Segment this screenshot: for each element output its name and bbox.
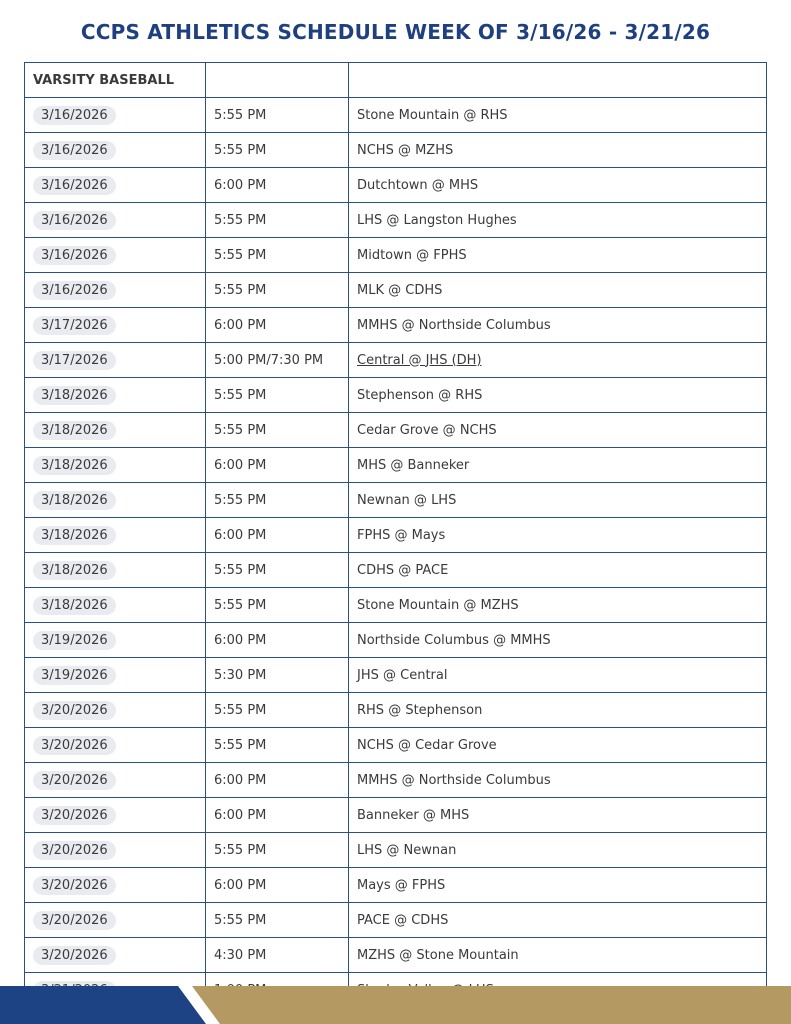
table-row xyxy=(25,133,767,168)
date-cell xyxy=(25,903,206,938)
table-row xyxy=(25,448,767,483)
date-badge: 3/19/2026 xyxy=(33,666,116,685)
time-cell: 5:55 PM xyxy=(206,728,349,763)
date-cell xyxy=(25,343,206,378)
date-badge: 3/16/2026 xyxy=(33,176,116,195)
date-badge: 3/19/2026 xyxy=(33,631,116,650)
matchup-cell xyxy=(349,693,767,728)
table-row xyxy=(25,798,767,833)
matchup-text: NCHS @ Cedar Grove xyxy=(357,737,497,753)
matchup-cell xyxy=(349,833,767,868)
date-cell xyxy=(25,798,206,833)
time-cell: 5:55 PM xyxy=(206,833,349,868)
matchup-cell xyxy=(349,203,767,238)
date-badge: 3/20/2026 xyxy=(33,946,116,965)
matchup-cell xyxy=(349,588,767,623)
table-row xyxy=(25,238,767,273)
table-row xyxy=(25,728,767,763)
time-cell: 5:55 PM xyxy=(206,133,349,168)
table-row xyxy=(25,378,767,413)
time-cell: 6:00 PM xyxy=(206,448,349,483)
time-cell: 6:00 PM xyxy=(206,518,349,553)
matchup-cell xyxy=(349,98,767,133)
time-cell: 5:55 PM xyxy=(206,693,349,728)
date-cell xyxy=(25,588,206,623)
time-cell: 6:00 PM xyxy=(206,623,349,658)
matchup-cell xyxy=(349,168,767,203)
date-cell xyxy=(25,273,206,308)
date-badge: 3/16/2026 xyxy=(33,246,116,265)
date-badge: 3/18/2026 xyxy=(33,561,116,580)
table-row xyxy=(25,483,767,518)
time-cell: 5:55 PM xyxy=(206,903,349,938)
matchup-text: Banneker @ MHS xyxy=(357,807,470,823)
matchup-text: RHS @ Stephenson xyxy=(357,702,483,718)
time-cell: 5:55 PM xyxy=(206,378,349,413)
table-row xyxy=(25,553,767,588)
time-cell: 5:55 PM xyxy=(206,588,349,623)
table-row xyxy=(25,658,767,693)
matchup-link[interactable]: Central @ JHS (DH) xyxy=(357,352,482,368)
date-cell xyxy=(25,133,206,168)
date-cell xyxy=(25,448,206,483)
matchup-cell xyxy=(349,763,767,798)
date-badge: 3/20/2026 xyxy=(33,911,116,930)
date-cell xyxy=(25,763,206,798)
matchup-text: MMHS @ Northside Columbus xyxy=(357,317,551,333)
date-badge: 3/20/2026 xyxy=(33,771,116,790)
date-badge: 3/18/2026 xyxy=(33,596,116,615)
table-row xyxy=(25,98,767,133)
date-badge: 3/20/2026 xyxy=(33,736,116,755)
date-badge: 3/20/2026 xyxy=(33,701,116,720)
date-badge: 3/20/2026 xyxy=(33,876,116,895)
date-badge: 3/16/2026 xyxy=(33,106,116,125)
matchup-text: LHS @ Newnan xyxy=(357,842,457,858)
date-cell xyxy=(25,483,206,518)
matchup-cell xyxy=(349,938,767,973)
matchup-cell xyxy=(349,378,767,413)
matchup-text: Dutchtown @ MHS xyxy=(357,177,479,193)
time-cell: 5:55 PM xyxy=(206,273,349,308)
matchup-cell xyxy=(349,413,767,448)
date-cell xyxy=(25,938,206,973)
date-badge: 3/16/2026 xyxy=(33,141,116,160)
table-row xyxy=(25,763,767,798)
matchup-cell xyxy=(349,308,767,343)
table-row xyxy=(25,168,767,203)
footer-navy-band xyxy=(0,986,210,1024)
matchup-text: MMHS @ Northside Columbus xyxy=(357,772,551,788)
header-blank-3 xyxy=(349,63,767,98)
matchup-cell xyxy=(349,868,767,903)
time-cell: 6:00 PM xyxy=(206,308,349,343)
matchup-cell xyxy=(349,238,767,273)
matchup-cell xyxy=(349,483,767,518)
date-cell xyxy=(25,308,206,343)
matchup-text: MHS @ Banneker xyxy=(357,457,470,473)
table-row xyxy=(25,868,767,903)
date-badge: 3/20/2026 xyxy=(33,806,116,825)
table-row xyxy=(25,588,767,623)
table-row xyxy=(25,343,767,378)
table-row xyxy=(25,273,767,308)
date-cell xyxy=(25,378,206,413)
time-cell: 4:30 PM xyxy=(206,938,349,973)
matchup-text: Mays @ FPHS xyxy=(357,877,446,893)
time-cell: 6:00 PM xyxy=(206,798,349,833)
matchup-text: MZHS @ Stone Mountain xyxy=(357,947,519,963)
time-cell: 6:00 PM xyxy=(206,168,349,203)
matchup-text: LHS @ Langston Hughes xyxy=(357,212,517,228)
date-badge: 3/18/2026 xyxy=(33,421,116,440)
date-badge: 3/18/2026 xyxy=(33,491,116,510)
table-row xyxy=(25,413,767,448)
time-cell: 5:30 PM xyxy=(206,658,349,693)
schedule-table xyxy=(24,62,767,1008)
date-cell xyxy=(25,868,206,903)
time-cell: 5:55 PM xyxy=(206,483,349,518)
matchup-text: FPHS @ Mays xyxy=(357,527,446,543)
time-cell: 5:55 PM xyxy=(206,238,349,273)
time-cell: 6:00 PM xyxy=(206,868,349,903)
matchup-cell xyxy=(349,448,767,483)
time-cell: 5:55 PM xyxy=(206,413,349,448)
date-badge: 3/16/2026 xyxy=(33,211,116,230)
matchup-text: Stone Mountain @ RHS xyxy=(357,107,508,123)
matchup-text: PACE @ CDHS xyxy=(357,912,449,928)
table-row xyxy=(25,308,767,343)
matchup-text: Northside Columbus @ MMHS xyxy=(357,632,551,648)
table-row xyxy=(25,903,767,938)
matchup-cell xyxy=(349,553,767,588)
date-badge: 3/16/2026 xyxy=(33,281,116,300)
matchup-text: Stone Mountain @ MZHS xyxy=(357,597,519,613)
time-cell: 6:00 PM xyxy=(206,763,349,798)
matchup-cell xyxy=(349,903,767,938)
date-badge: 3/17/2026 xyxy=(33,316,116,335)
time-cell: 5:55 PM xyxy=(206,203,349,238)
date-badge: 3/20/2026 xyxy=(33,841,116,860)
matchup-text: NCHS @ MZHS xyxy=(357,142,454,158)
matchup-text: Cedar Grove @ NCHS xyxy=(357,422,497,438)
time-cell: 5:55 PM xyxy=(206,553,349,588)
date-cell xyxy=(25,238,206,273)
matchup-cell xyxy=(349,518,767,553)
page-title: CCPS ATHLETICS SCHEDULE WEEK OF 3/16/26 - 3/21/26 xyxy=(80,20,711,44)
matchup-cell xyxy=(349,343,767,378)
date-cell xyxy=(25,833,206,868)
date-cell xyxy=(25,168,206,203)
matchup-cell xyxy=(349,658,767,693)
date-cell xyxy=(25,413,206,448)
header-blank-2 xyxy=(206,63,349,98)
matchup-text: Midtown @ FPHS xyxy=(357,247,467,263)
sport-header: VARSITY BASEBALL xyxy=(25,63,206,98)
table-row xyxy=(25,938,767,973)
table-row xyxy=(25,518,767,553)
time-cell: 5:00 PM/7:30 PM xyxy=(206,343,349,378)
date-cell xyxy=(25,518,206,553)
table-row xyxy=(25,623,767,658)
date-badge: 3/18/2026 xyxy=(33,386,116,405)
matchup-cell xyxy=(349,728,767,763)
table-header-row xyxy=(25,63,767,98)
date-cell xyxy=(25,693,206,728)
table-row xyxy=(25,833,767,868)
matchup-text: Newnan @ LHS xyxy=(357,492,457,508)
date-cell xyxy=(25,553,206,588)
matchup-cell xyxy=(349,273,767,308)
date-cell xyxy=(25,623,206,658)
date-badge: 3/18/2026 xyxy=(33,526,116,545)
date-cell xyxy=(25,728,206,763)
time-cell: 5:55 PM xyxy=(206,98,349,133)
matchup-text: Stephenson @ RHS xyxy=(357,387,483,403)
date-cell xyxy=(25,658,206,693)
date-cell xyxy=(25,203,206,238)
matchup-text: MLK @ CDHS xyxy=(357,282,443,298)
matchup-cell xyxy=(349,623,767,658)
date-cell xyxy=(25,98,206,133)
matchup-text: CDHS @ PACE xyxy=(357,562,449,578)
matchup-text: JHS @ Central xyxy=(357,667,448,683)
table-row xyxy=(25,693,767,728)
table-row xyxy=(25,203,767,238)
date-badge: 3/18/2026 xyxy=(33,456,116,475)
matchup-cell xyxy=(349,133,767,168)
matchup-cell xyxy=(349,798,767,833)
date-badge: 3/17/2026 xyxy=(33,351,116,370)
